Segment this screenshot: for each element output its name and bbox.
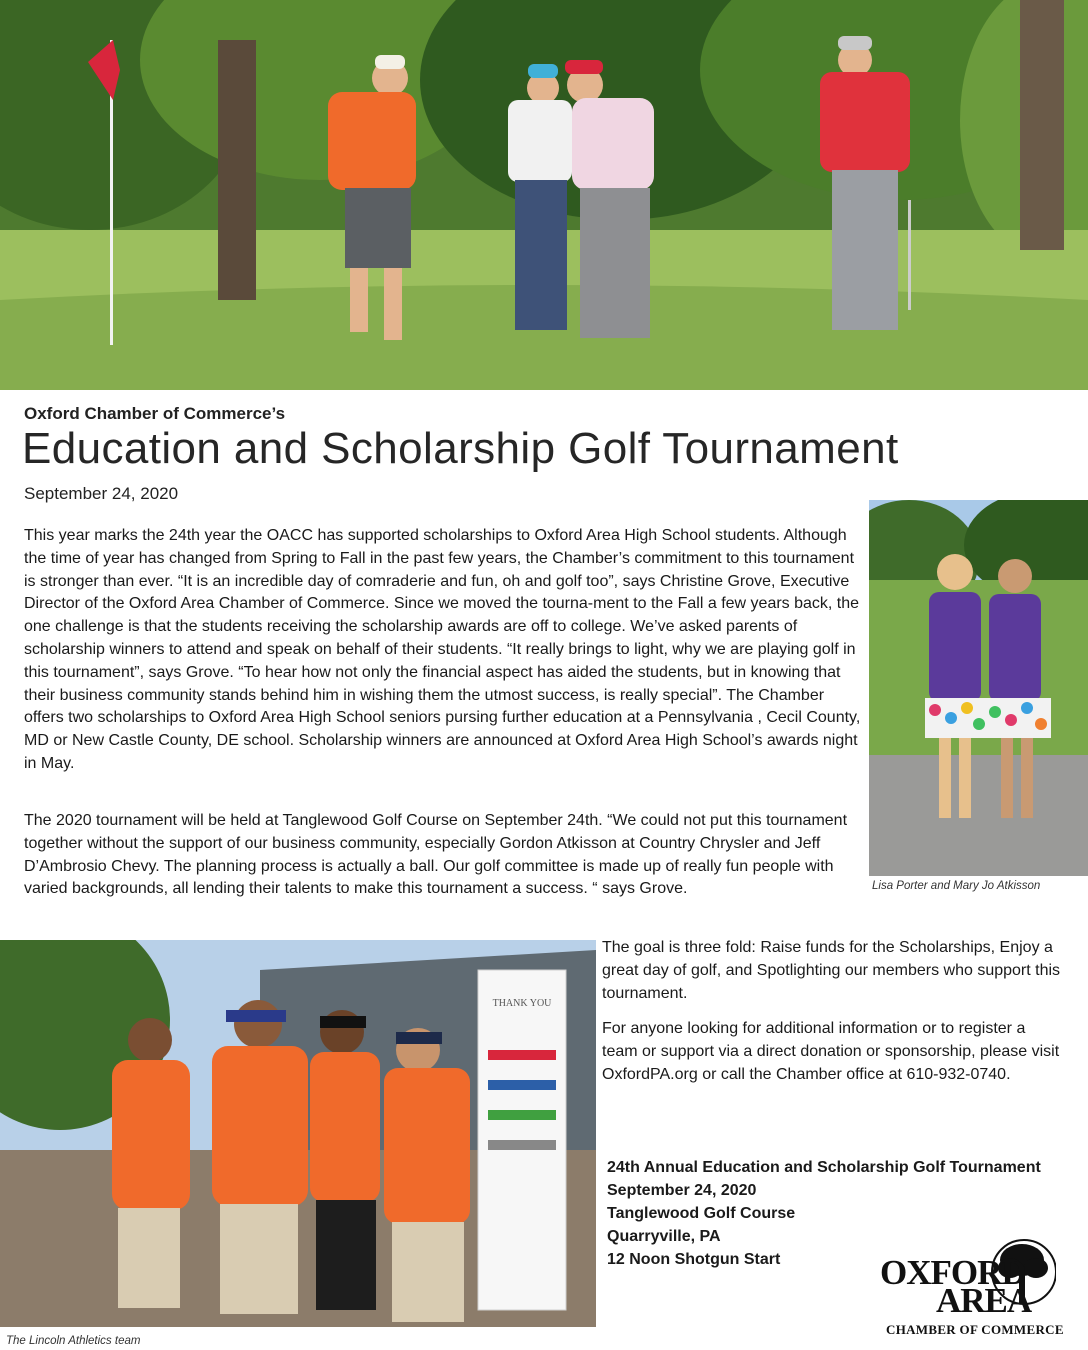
- hero-golfers-photo: [0, 0, 1088, 390]
- event-start: 12 Noon Shotgun Start: [607, 1251, 781, 1268]
- banner-thank-you-text: THANK YOU: [492, 998, 552, 1009]
- women-photo-caption: Lisa Porter and Mary Jo Atkisson: [872, 880, 1041, 892]
- team-photo: [0, 940, 596, 1327]
- team-photo-caption: The Lincoln Athletics team: [6, 1335, 141, 1347]
- event-location: Quarryville, PA: [607, 1228, 721, 1245]
- oxford-area-chamber-logo: [878, 1228, 1064, 1340]
- body-paragraph-2: The 2020 tournament will be held at Tanglewood Golf Course on September 24th. “We could not put this tournament together without the support of our business community, especially Gordon Atkisson at Country Chrysler and Jeff D’Ambrosio Chevy. The planning process is actually a ball. Our golf committee is made up of really fun people with varied backgrounds, all lending their talents to make this tournament a success. “ says Grove.: [24, 812, 848, 898]
- logo-subtitle: CHAMBER OF COMMERCE: [886, 1322, 1064, 1337]
- event-date: September 24, 2020: [607, 1182, 757, 1199]
- article-title: Education and Scholarship Golf Tournament: [22, 424, 899, 473]
- women-golfers-photo: [869, 500, 1088, 876]
- body-paragraph-1: This year marks the 24th year the OACC has supported scholarships to Oxford Area High School students. Although the time of year has changed from Spring to Fall in the past few years, the Chamber’s commitment to this tournament is stronger than ever. “It is an incredible day of comraderie and fun, oh and golf too”, says Christine Grove, Executive Director of the Oxford Area Chamber of Commerce. Since we moved the tourna-ment to the Fall a few years back, the one challenge is that the students receiving the scholarship awards are off to college. We’ve asked parents of scholarship winners to attend and speak on behalf of their students. “It really brings to light, why we are playing golf in this tournament”, says Grove. “To hear how not only the financial aspect has aided the students, but in knowing that their business community stands behind him in wishing them the utmost success, is really special”. The Chamber offers two scholarships to Oxford Area High School seniors pursing further education at a Pennsylvania , Cecil County, MD or New Castle County, DE school. Scholarship winners are announced at Oxford Area High School’s awards night in May.: [24, 527, 861, 772]
- event-name: 24th Annual Education and Scholarship Golf Tournament: [607, 1159, 1041, 1176]
- logo-word-area: AREA: [936, 1281, 1032, 1320]
- article-kicker: Oxford Chamber of Commerce’s: [24, 404, 286, 423]
- logo-word-oxford: OXFORD: [880, 1253, 1026, 1292]
- event-venue: Tanglewood Golf Course: [607, 1205, 796, 1222]
- article-date: September 24, 2020: [24, 484, 179, 503]
- info-paragraph: For anyone looking for additional information or to register a team or support via a direct donation or sponsorship, please visit OxfordPA.org or call the Chamber office at 610-932-0740.: [602, 1020, 1060, 1083]
- goal-paragraph: The goal is three fold: Raise funds for the Scholarships, Enjoy a great day of golf, and Spotlighting our members who support this tournament.: [602, 939, 1061, 1002]
